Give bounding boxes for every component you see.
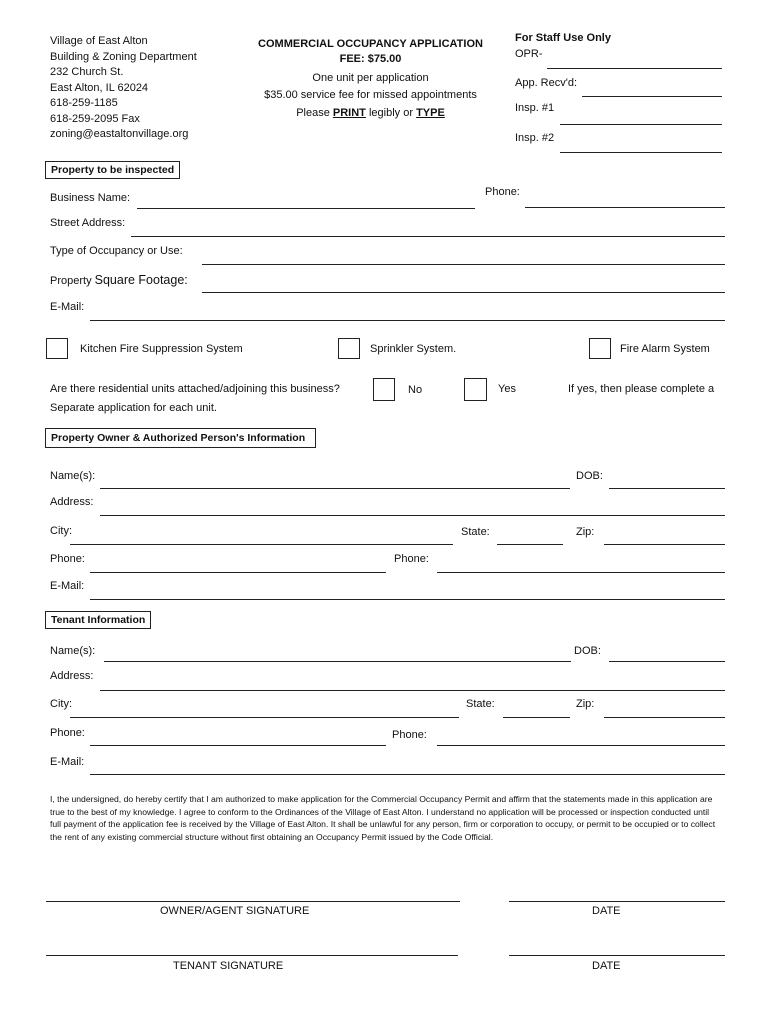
tenant-signature-line[interactable] [46, 955, 458, 956]
residential-no-checkbox[interactable] [373, 378, 395, 401]
residential-no-label: No [408, 384, 423, 396]
owner-dob-field[interactable] [609, 488, 725, 489]
tenant-date-label: DATE [592, 960, 621, 972]
square-footage-label-b: Square Footage: [94, 273, 188, 287]
staff-opr-label: OPR- [515, 48, 543, 60]
form-title-block [238, 37, 503, 123]
office-info [50, 34, 197, 143]
owner-names-label: Name(s): [50, 470, 96, 482]
fire-alarm-checkbox[interactable] [589, 338, 611, 359]
print-note [238, 104, 503, 123]
form-fee: FEE: $75.00 [339, 53, 402, 65]
tenant-state-field[interactable] [503, 717, 570, 718]
business-phone-field[interactable] [525, 207, 725, 208]
kitchen-suppression-checkbox[interactable] [46, 338, 68, 359]
office-dept: Building & Zoning Department [50, 50, 197, 63]
tenant-phone2-label: Phone: [392, 729, 427, 741]
tenant-dob-label: DOB: [574, 645, 601, 657]
section-tenant-heading: Tenant Information [45, 611, 151, 629]
tenant-names-label: Name(s): [50, 645, 96, 657]
residential-question: Are there residential units attached/adjoining this business? [50, 383, 340, 395]
occupancy-type-label: Type of Occupancy or Use: [50, 245, 183, 257]
owner-state-label: State: [461, 526, 490, 538]
tenant-dob-field[interactable] [609, 661, 725, 662]
tenant-city-label: City: [50, 698, 72, 710]
owner-signature-label: OWNER/AGENT SIGNATURE [160, 905, 310, 917]
kitchen-suppression-label: Kitchen Fire Suppression System [80, 343, 243, 355]
unit-note: One unit per application [312, 72, 429, 84]
tenant-zip-label: Zip: [576, 698, 595, 710]
owner-address-label: Address: [50, 496, 94, 508]
owner-zip-field[interactable] [604, 544, 725, 545]
if-yes-note: If yes, then please complete a [568, 383, 715, 395]
staff-insp2-field[interactable] [560, 152, 722, 153]
owner-phone2-field[interactable] [437, 572, 725, 573]
square-footage-label-a: Property [50, 275, 95, 287]
owner-phone2-label: Phone: [394, 553, 429, 565]
owner-date-label: DATE [592, 905, 621, 917]
office-city: East Alton, IL 62024 [50, 81, 149, 94]
business-name-field[interactable] [137, 208, 475, 209]
tenant-address-field[interactable] [100, 690, 725, 691]
owner-zip-label: Zip: [576, 526, 595, 538]
tenant-zip-field[interactable] [604, 717, 725, 718]
street-address-label: Street Address: [50, 217, 126, 229]
staff-insp1-field[interactable] [560, 124, 722, 125]
tenant-phone-field[interactable] [90, 745, 386, 746]
staff-opr-field[interactable] [547, 68, 722, 69]
sprinkler-checkbox[interactable] [338, 338, 360, 359]
owner-phone-label: Phone: [50, 553, 85, 565]
sprinkler-label: Sprinkler System. [370, 343, 457, 355]
staff-recvd-field[interactable] [582, 96, 722, 97]
street-address-field[interactable] [131, 236, 725, 237]
owner-names-field[interactable] [100, 488, 570, 489]
staff-heading: For Staff Use Only [515, 32, 611, 44]
form-title: COMMERCIAL OCCUPANCY APPLICATION [258, 38, 483, 50]
owner-date-line[interactable] [509, 901, 725, 902]
owner-city-field[interactable] [70, 544, 453, 545]
business-phone-label: Phone: [485, 186, 520, 198]
property-email-field[interactable] [90, 320, 725, 321]
owner-email-field[interactable] [90, 599, 725, 600]
owner-city-label: City: [50, 525, 72, 537]
tenant-phone2-field[interactable] [437, 745, 725, 746]
tenant-city-field[interactable] [70, 717, 459, 718]
tenant-address-label: Address: [50, 670, 94, 682]
owner-dob-label: DOB: [576, 470, 603, 482]
tenant-email-label: E-Mail: [50, 756, 85, 768]
tenant-date-line[interactable] [509, 955, 725, 956]
fire-alarm-label: Fire Alarm System [620, 343, 710, 355]
certification-text: I, the undersigned, do hereby certify that I am authorized to make application for the Commercial Occupancy Permit and affirm that the statements made in this application are true to the best of my knowledge. I agree to conform to the Ordinances of the Village of East Alton. I understand no application will be processed or inspection conducted until full payment of the application fee is received by the Village of East Alton. It shall be unlawful for any person, firm or corporation to occupy, or permit to be occupied or to collect the rent of any existing commercial structure without first obtaining an Occupancy Permit issued by the Code Official. [50, 794, 716, 842]
business-name-label: Business Name: [50, 192, 131, 204]
office-phone: 618-259-1185 [50, 97, 118, 109]
property-email-label: E-Mail: [50, 301, 85, 313]
square-footage-field[interactable] [202, 292, 725, 293]
tenant-phone-label: Phone: [50, 727, 85, 739]
office-name: Village of East Alton [50, 35, 148, 47]
staff-insp1-label: Insp. #1 [515, 102, 555, 114]
section-property-heading: Property to be inspected [45, 161, 180, 179]
tenant-state-label: State: [466, 698, 495, 710]
owner-phone-field[interactable] [90, 572, 386, 573]
tenant-email-field[interactable] [90, 774, 725, 775]
section-owner-heading: Property Owner & Authorized Person's Information [45, 428, 316, 448]
separate-application-note: Separate application for each unit. [50, 402, 217, 414]
residential-yes-checkbox[interactable] [464, 378, 487, 401]
square-footage-label [50, 273, 188, 287]
print-note-legibly: legibly or [368, 107, 413, 119]
owner-signature-line[interactable] [46, 901, 460, 902]
print-note-please: Please [296, 107, 330, 119]
owner-state-field[interactable] [497, 544, 563, 545]
print-note-print: PRINT [332, 107, 366, 119]
occupancy-type-field[interactable] [202, 264, 725, 265]
print-note-type: TYPE [416, 107, 445, 119]
office-street: 232 Church St. [50, 66, 124, 78]
tenant-signature-label: TENANT SIGNATURE [173, 960, 284, 972]
office-fax: 618-259-2095 Fax [50, 112, 140, 125]
office-email: zoning@eastaltonvillage.org [50, 128, 189, 140]
service-fee-note: $35.00 service fee for missed appointments [264, 89, 477, 101]
residential-yes-label: Yes [498, 383, 516, 395]
owner-address-field[interactable] [100, 515, 725, 516]
owner-email-label: E-Mail: [50, 580, 85, 592]
tenant-names-field[interactable] [104, 661, 571, 662]
staff-recvd-label: App. Recv'd: [515, 77, 578, 89]
staff-insp2-label: Insp. #2 [515, 132, 555, 144]
